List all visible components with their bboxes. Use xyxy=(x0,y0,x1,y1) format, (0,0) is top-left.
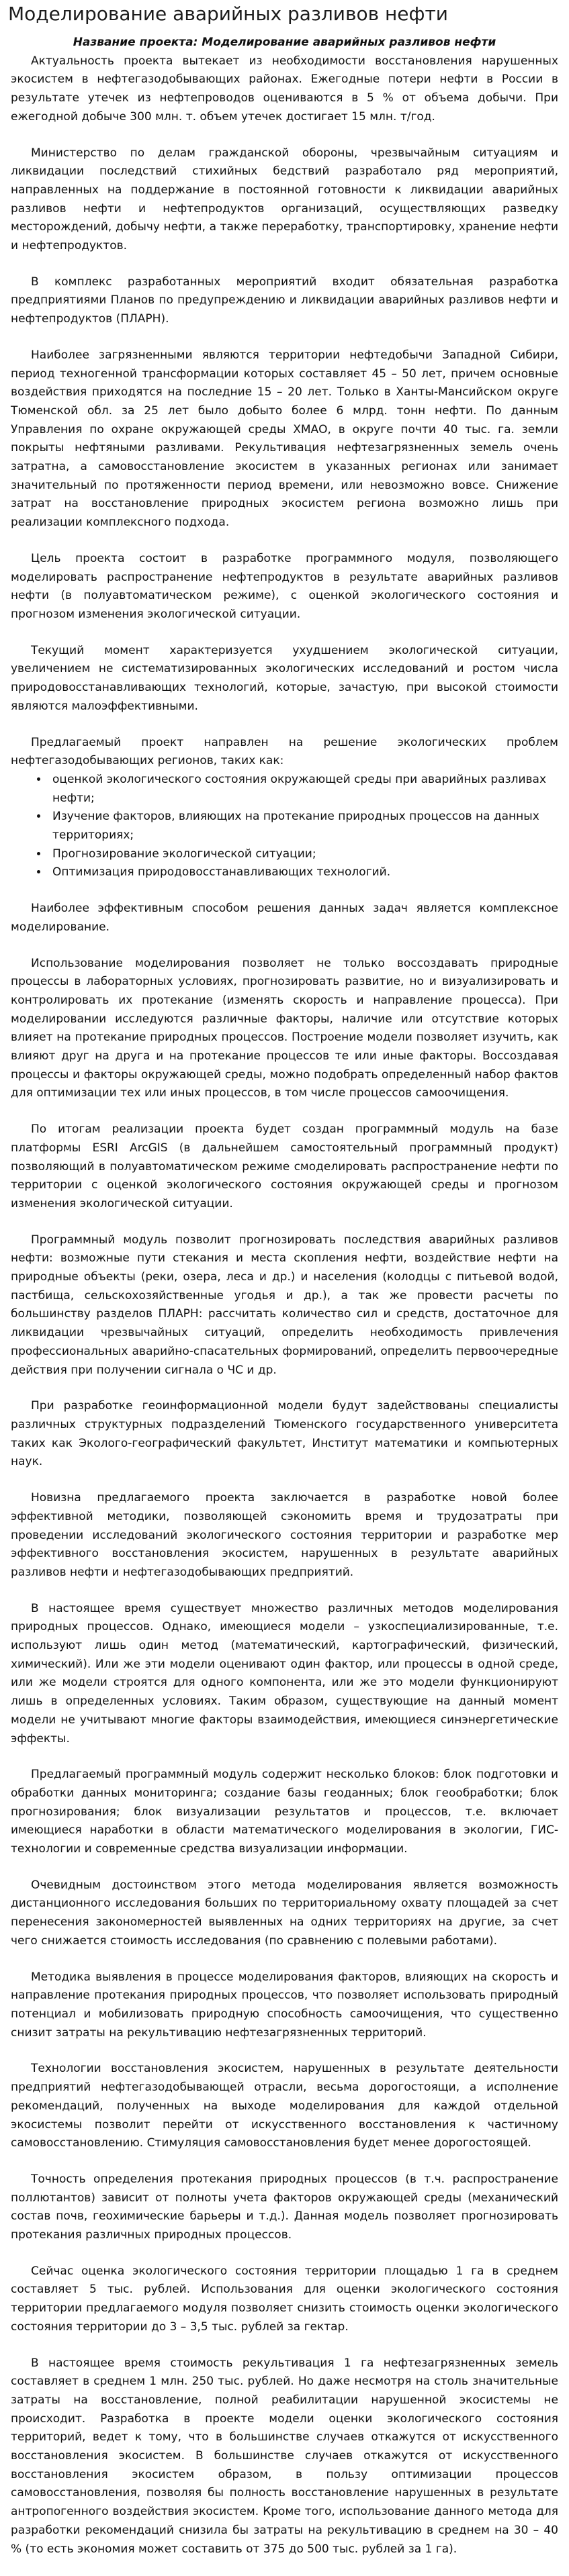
paragraph-modeling: Наиболее эффективным способом решения данных задач является комплексное моделирование. xyxy=(11,902,558,934)
page-title: Моделирование аварийных разливов нефти xyxy=(8,3,448,25)
paragraph-technologies: Технологии восстановления экосистем, нарушенных в результате деятельности предприятий нефтегазодобывающей отрасли, весьма дорогостоящи, а исполнение рекомендаций, полученных на выходе моделирования для каждой отдельной экосистемы позволит перейти от искусственного восстановления к частичному самовосстановлению. Стимуляция самовосстановления будет менее дорогостоящей. xyxy=(11,2062,558,2150)
paragraph-plarn: В комплекс разработанных мероприятий входит обязательная разработка предприятиями Планов по предупреждению и ликвидации аварийных разливов нефти и нефтепродуктов (ПЛАРН). xyxy=(11,275,558,326)
paragraph-ministry: Министерство по делам гражданской обороны, чрезвычайным ситуациям и ликвидации последствий стихийных бедствий разработало ряд мероприятий, направленных на поддержание в постоянной готовности к ликвидации аварийных разливов нефти и нефтепродуктов организаций, осуществляющих разведку месторождений, добычу нефти, а также переработку, транспортировку, хранение нефти и нефтепродуктов. xyxy=(11,146,558,253)
paragraph-methodology: Методика выявления в процессе моделирования факторов, влияющих на скорость и направление протекания природных процессов, что позволяет использовать природный потенциал и мобилизовать природную способность самоочищения, что существенно снизит затраты на рекультивацию нефтезагрязненных территорий. xyxy=(11,1970,558,2040)
paragraph-accuracy: Точность определения протекания природных процессов (в т.ч. распространение поллютантов) зависит от полноты учета факторов окружающей среды (механический состав почв, геохимические барьеры и т.д.). Данная модель позволяет прогнозировать протекания различных природных процессов. xyxy=(11,2172,558,2242)
paragraph-results: По итогам реализации проекта будет создан программный модуль на базе платформы ESRI ArcGIS (в дальнейшем самостоятельный программный продукт) позволяющий в полуавтоматическом режиме смоделировать распространение нефти по территории с оценкой экологического состояния окружающей среды и прогнозом изменения экологической ситуации. xyxy=(11,1123,558,1210)
paragraph-module-blocks: Предлагаемый программный модуль содержит несколько блоков: блок подготовки и обработки данных мониторинга; создание базы геоданных; блок геообработки; блок прогнозирования; блок визуализации результатов и процессов, т.е. включает имеющиеся наработки в области математического моделирования в экологии, ГИС-технологии и современные средства визуализации информации. xyxy=(11,1768,558,1856)
list-item: • оценкой экологического состояния окружающей среды при аварийных разливах нефти; xyxy=(48,771,558,808)
article-body xyxy=(11,34,558,2576)
list-item: • Оптимизация природовосстанавливающих технологий. xyxy=(48,863,558,882)
paragraph-current-moment: Текущий момент характеризуется ухудшением экологической ситуации, увеличением не систематизированных экологических исследований и ростом числа природовосстанавливающих технологий, которые, зачастую, при высокой стоимости являются малоэффективными. xyxy=(11,643,558,713)
paragraph-modeling-use: Использование моделирования позволяет не только воссоздавать природные процессы в лабораторных условиях, прогнозировать развитие, но и визуализировать и контролировать их протекание (изменять скорость и направление процесса). При моделировании исследуются различные факторы, наличие или отсутствие которых влияет на протекание природных процессов. Построение модели позволяет изучить, как влияют друг на друга и на протекание процессов те или иные факторы. Воссоздавая процессы и факторы окружающей среды, можно подобрать определенный набор фактов для оптимизации тех или иных процессов, в том числе процессов самоочищения. xyxy=(11,956,558,1100)
paragraph-existing-methods: В настоящее время существует множество различных методов моделирования природных процессов. Однако, имеющиеся модели – узкоспециализированные, т.е. используют лишь один метод (математический, картографический, физический, химический). Или же эти модели оценивают один фактор, или процессы в одной среде, или же модели строятся для одного компонента, или же это модели функционируют лишь в определенных условиях. Таким образом, существующие на данный момент модели не учитывают многие факторы взаимодействия, имеющиеся синэнергетические эффекты. xyxy=(11,1601,558,1746)
paragraph-specialists: При разработке геоинформационной модели будут задействованы специалисты различных структурных подразделений Тюменского государственного университета таких как Эколого-географический факультет, Институт математики и компьютерных наук. xyxy=(11,1399,558,1469)
paragraph-reclamation-cost: В настоящее время стоимость рекультивация 1 га нефтезагрязненных земель составляет в среднем 1 млн. 250 тыс. рублей. Но даже несмотря на столь значительные затраты на восстановление, полной реабилитации нарушенной экосистемы не происходит. Разработка в проекте модели оценки экологического состояния территорий, ведет к тому, что в большинстве случаев откажутся от искусственного восстановления экосистем. В большинстве случаев откажутся от искусственного восстановления экосистем образом, в пользу оптимизации процессов самовосстановления, позволяя бы полность восстановление нарушенных в результате антропогенного воздействия экосистем. Кроме того, использование данного метода для разработки рекомендаций снизила бы затраты на рекультивацию в среднем на 30 – 40 % (то есть экономия может составить от 375 до 500 тыс. рублей за 1 га). xyxy=(11,2356,558,2556)
paragraph-assessment-cost: Сейчас оценка экологического состояния территории площадью 1 га в среднем составляет 5 тыс. рублей. Использования для оценки экологического состояния территории предлагаемого модуля позволяет снизить стоимость оценки экологического состояния территории до 3 – 3,5 тыс. рублей за гектар. xyxy=(11,2264,558,2334)
paragraph-goal: Цель проекта состоит в разработке программного модуля, позволяющего моделировать распространение нефтепродуктов в результате аварийных разливов нефти (в полуавтоматическом режиме), с оценкой экологического состояния и прогнозом изменения экологической ситуации. xyxy=(11,551,558,621)
paragraph-module-forecast: Программный модуль позволит прогнозировать последствия аварийных разливов нефти: возможные пути стекания и места скопления нефти, воздействие нефти на природные объекты (реки, озера, леса и др.) и населения (колодцы с питьевой водой, пастбища, сельскохозяйственные угодья и др.), а так же провести расчеты по большинству разделов ПЛАРН: рассчитать количество сил и средств, достаточное для ликвидации чрезвычайных ситуаций, определить необходимость привлечения профессиональных аварийно-спасательных формирований, определить первоочередные действия при получении сигнала о ЧС и др. xyxy=(11,1233,558,1377)
paragraph-west-siberia: Наиболее загрязненными являются территории нефтедобычи Западной Сибири, период техногенной трансформации которых составляет 45 – 50 лет, причем основные воздействия приходятся на последние 15 – 20 лет. Только в Ханты-Мансийском округе Тюменской обл. за 25 лет было добыто более 6 млрд. тонн нефти. По данным Управления по охране окружающей среды ХМАО, в округе почти 40 тыс. га. земли покрыты нефтяными разливами. Рекультивация нефтезагрязненных земель очень затратна, а самовосстановление экосистем в указанных регионах или занимает значительный по протяженности период времени, или невозможно вовсе. Снижение затрат на восстановление природных экосистем региона возможно лишь при реализации комплексного подхода. xyxy=(11,348,558,530)
paragraph-novelty: Новизна предлагаемого проекта заключается в разработке новой более эффективной методики, позволяющей сэкономить время и трудозатраты при проведении исследований экологического состояния территории и разработке мер эффективного восстановления экосистем, нарушенных в результате аварийных разливов нефти и нефтегазодобывающих предприятий. xyxy=(11,1491,558,1579)
project-name: Название проекта: Моделирование аварийных разливов нефти xyxy=(73,36,496,49)
paragraph-advantage: Очевидным достоинством этого метода моделирования является возможность дистанционного исследования больших по территориальному охвату площадей за счет перенесения закономерностей выявленных на одних территориях на другие, за счет чего снижается стоимость исследования (по сравнению с полевыми работами). xyxy=(11,1878,558,1948)
paragraph-relevance: Актуальность проекта вытекает из необходимости восстановления нарушенных экосистем в нефтегазодобывающих районах. Ежегодные потери нефти в России в результате утечек из нефтепроводов оцениваются в 5 % от объема добычи. При ежегодной добыче 300 млн. т. объем утечек достигает 15 млн. т/год. xyxy=(11,54,558,124)
list-item: • Прогнозирование экологической ситуации; xyxy=(48,845,558,864)
problems-list xyxy=(11,771,558,882)
paragraph-problems-intro: Предлагаемый проект направлен на решение экологических проблем нефтегазодобывающих регионов, таких как: xyxy=(11,735,558,768)
list-item: • Изучение факторов, влияющих на протекание природных процессов на данных территориях; xyxy=(48,808,558,845)
